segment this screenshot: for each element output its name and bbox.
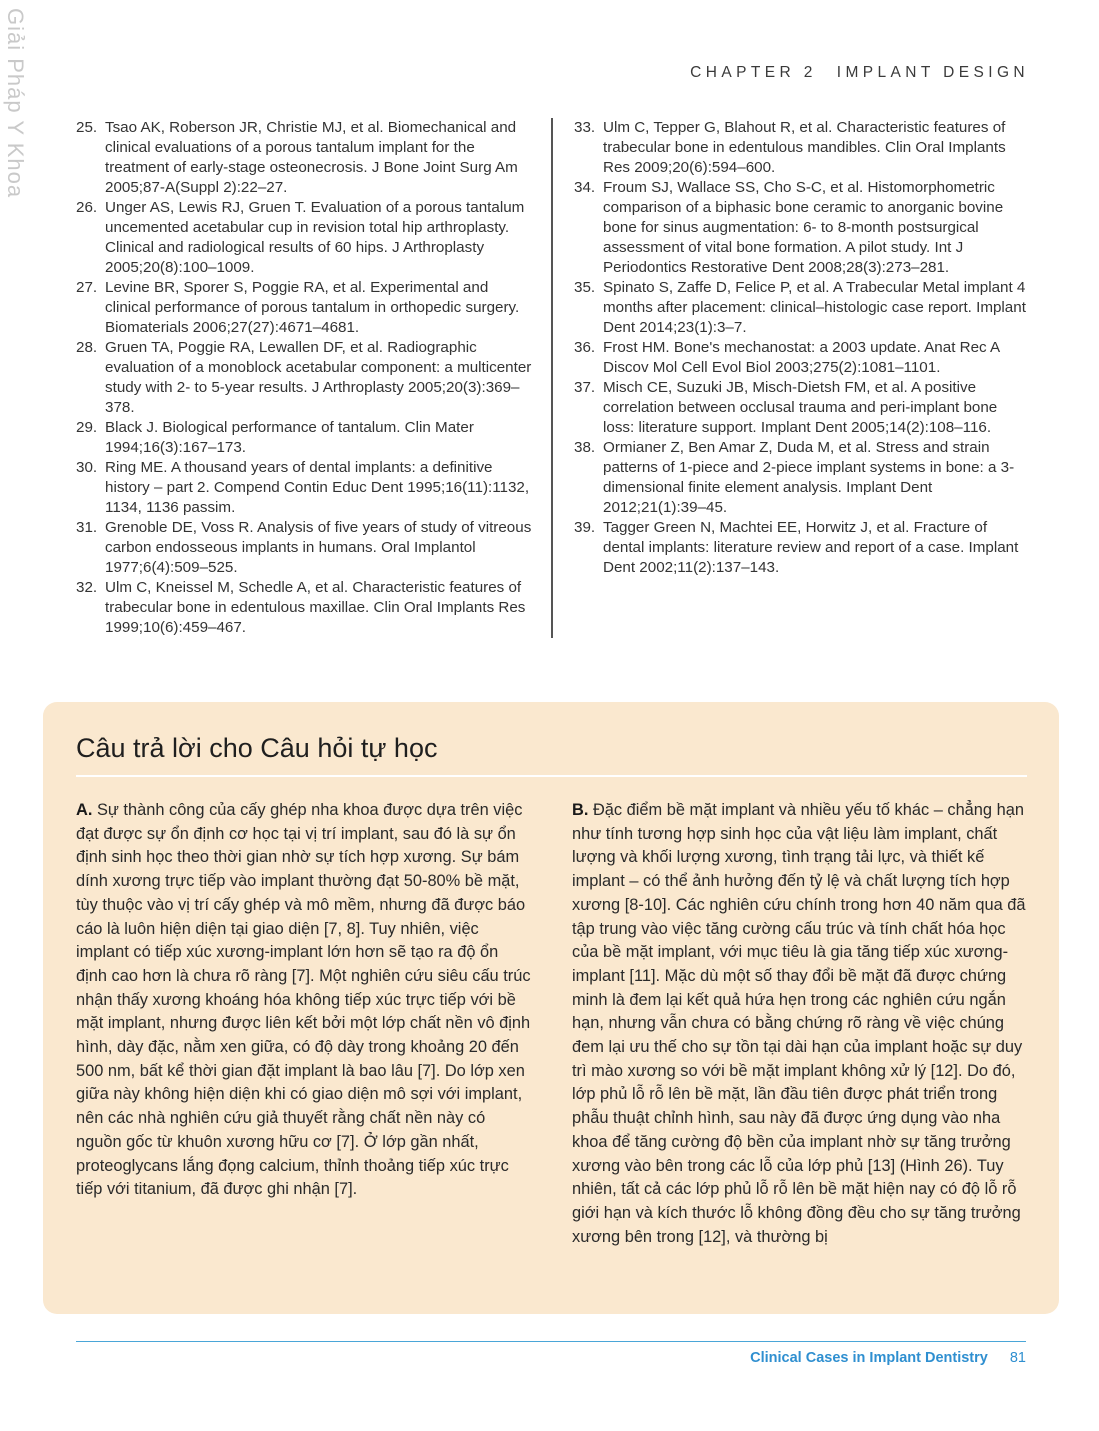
chapter-label: CHAPTER 2 (690, 64, 817, 81)
reference-text: Gruen TA, Poggie RA, Lewallen DF, et al. Radiographic evaluation of a monoblock acetabular component: a multicenter study with 2- to 5-year results. J Arthroplasty 2005;20(3):369–378. (105, 339, 532, 416)
reference-item (574, 438, 1026, 518)
reference-text: Ring ME. A thousand years of dental implants: a definitive history – part 2. Compend Contin Educ Dent 1995;16(11):1132, 1134, 1136 passim. (105, 459, 530, 516)
reference-item (76, 458, 537, 518)
reference-number: 37. (574, 379, 596, 396)
reference-text: Unger AS, Lewis RJ, Gruen T. Evaluation of a porous tantalum uncemented acetabular cup in revision total hip arthroplasty. Clinical and radiological results of 60 hips. J Arthroplasty 2005;20(8):100–1009. (105, 199, 525, 276)
chapter-header (690, 64, 1029, 82)
reference-number: 34. (574, 179, 596, 196)
reference-text: Ormianer Z, Ben Amar Z, Duda M, et al. Stress and strain patterns of 1-piece and 2-piece implant systems in bone: a 3-dimensional finite element analysis. Implant Dent 2012;21(1):39–45. (603, 439, 1015, 516)
reference-number: 28. (76, 339, 98, 356)
reference-item (76, 118, 537, 198)
reference-column-left (76, 118, 551, 638)
reference-number: 25. (76, 119, 98, 136)
reference-item (76, 278, 537, 338)
reference-number: 27. (76, 279, 98, 296)
reference-item (76, 578, 537, 638)
reference-item (76, 338, 537, 418)
reference-text: Misch CE, Suzuki JB, Misch-Dietsh FM, et al. A positive correlation between occlusal trauma and peri-implant bone loss: literature support. Implant Dent 2005;14(2):108–116. (603, 379, 998, 436)
reference-text: Levine BR, Sporer S, Poggie RA, et al. Experimental and clinical performance of porous tantalum in orthopedic surgery. Biomaterials 2006;27(27):4671–4681. (105, 279, 520, 336)
reference-number: 35. (574, 279, 596, 296)
answer-a-text: Sự thành công của cấy ghép nha khoa được dựa trên việc đạt được sự ổn định cơ học tại vị trí implant, sau đó là sự ổn định sinh học theo thời gian nhờ sự tích hợp xương. Sự bám dính xương trực tiếp vào implant thường đạt 50-80% bề mặt, tùy thuộc vào vị trí cấy ghép và mô mềm, nhưng đã được báo cáo là luôn hiện diện tại giao diện [7, 8]. Tuy nhiên, việc implant có tiếp xúc xương-implant lớn hơn sẽ tạo ra độ ổn định cao hơn là chưa rõ ràng [7]. Một nghiên cứu siêu cấu trúc nhận thấy xương khoáng hóa không tiếp xúc trực tiếp với bề mặt implant, nhưng được liên kết bởi một lớp chất nền vô định hình, dày đặc, nằm xen giữa, có độ dày trong khoảng 20 đến 500 nm, bất kể thời gian đặt implant là bao lâu [7]. Do lớp xen giữa này không hiện diện khi có giao diện mô sợi với implant, nên các nhà nghiên cứu giả thuyết rằng chất nền này có nguồn gốc từ khuôn xương hữu cơ [7]. Ở lớp gần nhất, proteoglycans lắng đọng calcium, thỉnh thoảng tiếp xúc trực tiếp với titanium, đã được ghi nhận [7]. (76, 801, 531, 1199)
reference-text: Grenoble DE, Voss R. Analysis of five years of study of vitreous carbon endosseous implants in humans. Oral Implantol 1977;6(4):509–525. (105, 519, 532, 576)
reference-text: Tagger Green N, Machtei EE, Horwitz J, et al. Fracture of dental implants: literature review and report of a case. Implant Dent 2002;11(2):137–143. (603, 519, 1019, 576)
reference-list (76, 118, 1026, 638)
reference-text: Tsao AK, Roberson JR, Christie MJ, et al. Biomechanical and clinical evaluations of a porous tantalum implant for the treatment of early-stage osteonecrosis. J Bone Joint Surg Am 2005;87-A(Suppl 2):22–27. (105, 119, 518, 196)
answer-b-letter: B. (572, 801, 589, 819)
reference-text: Ulm C, Tepper G, Blahout R, et al. Characteristic features of trabecular bone in edentulous mandibles. Clin Oral Implants Res 2009;20(6):594–600. (603, 119, 1006, 176)
chapter-title: IMPLANT DESIGN (836, 64, 1029, 81)
reference-text: Frost HM. Bone's mechanostat: a 2003 update. Anat Rec A Discov Mol Cell Evol Biol 2003;275(2):1081–1101. (603, 339, 1000, 376)
answer-b (572, 799, 1027, 1249)
answer-box-title: Câu trả lời cho Câu hỏi tự học (76, 733, 438, 763)
watermark-text: Giải Pháp Y Khoa (3, 8, 28, 199)
reference-number: 39. (574, 519, 596, 536)
answer-columns (76, 799, 1027, 1249)
reference-item (76, 198, 537, 278)
reference-number: 32. (76, 579, 98, 596)
reference-number: 36. (574, 339, 596, 356)
answer-box-divider (76, 775, 1027, 777)
reference-number: 29. (76, 419, 98, 436)
answer-a-letter: A. (76, 801, 93, 819)
answer-a (76, 799, 531, 1249)
reference-item (574, 518, 1026, 578)
reference-text: Froum SJ, Wallace SS, Cho S-C, et al. Histomorphometric comparison of a biphasic bone ceramic to anorganic bovine bone for sinus augmentation: 6- to 8-month postsurgical assessment of vital bone formation. A pilot study. Int J Periodontics Restorative Dent 2008;28(3):273–281. (603, 179, 1004, 276)
page-number: 81 (1009, 1350, 1026, 1366)
reference-item (76, 518, 537, 578)
reference-number: 33. (574, 119, 596, 136)
reference-item (76, 418, 537, 458)
page-footer (750, 1350, 1026, 1366)
reference-number: 26. (76, 199, 98, 216)
reference-item (574, 378, 1026, 438)
reference-text: Spinato S, Zaffe D, Felice P, et al. A Trabecular Metal implant 4 months after placement: clinical–histologic case report. Implant Dent 2014;23(1):3–7. (603, 279, 1026, 336)
book-title: Clinical Cases in Implant Dentistry (750, 1350, 988, 1366)
reference-item (574, 178, 1026, 278)
reference-item (574, 338, 1026, 378)
reference-number: 30. (76, 459, 98, 476)
reference-item (574, 118, 1026, 178)
reference-text: Ulm C, Kneissel M, Schedle A, et al. Characteristic features of trabecular bone in edentulous maxillae. Clin Oral Implants Res 1999;10(6):459–467. (105, 579, 526, 636)
answer-box (43, 702, 1059, 1314)
reference-number: 31. (76, 519, 98, 536)
reference-column-right (551, 118, 1026, 638)
reference-item (574, 278, 1026, 338)
footer-divider (76, 1341, 1026, 1342)
reference-text: Black J. Biological performance of tantalum. Clin Mater 1994;16(3):167–173. (105, 419, 474, 456)
reference-number: 38. (574, 439, 596, 456)
answer-b-text: Đặc điểm bề mặt implant và nhiều yếu tố khác – chẳng hạn như tính tương hợp sinh học của vật liệu làm implant, chất lượng và khối lượng xương, tình trạng tải lực, và thiết kế implant – có thể ảnh hưởng đến tỷ lệ và chất lượng tích hợp xương [8-10]. Các nghiên cứu chính trong hơn 40 năm qua đã tập trung vào việc tăng cường cấu trúc và tính chất hóa học của bề mặt implant, với mục tiêu là gia tăng tiếp xúc xương-implant [11]. Mặc dù một số thay đổi bề mặt đã được chứng minh là đem lại kết quả hứa hẹn trong các nghiên cứu ngắn hạn, nhưng vẫn chưa có bằng chứng rõ ràng về việc chúng đem lại ưu thế cho sự tồn tại dài hạn của implant hoặc sự duy trì mào xương so với bề mặt implant không xử lý [12]. Do đó, lớp phủ lỗ rỗ lên bề mặt, lần đầu tiên được phát triển trong phẫu thuật chỉnh hình, sau này đã được ứng dụng vào nha khoa để tăng cường độ bền của implant nhờ sự tăng trưởng xương vào bên trong các lỗ của lớp phủ [13] (Hình 26). Tuy nhiên, tất cả các lớp phủ lỗ rỗ lên bề mặt hiện nay có độ lỗ rỗ giới hạn và kích thước lỗ không đồng đều cho sự tăng trưởng xương bên trong [12], và thường bị (572, 801, 1026, 1246)
